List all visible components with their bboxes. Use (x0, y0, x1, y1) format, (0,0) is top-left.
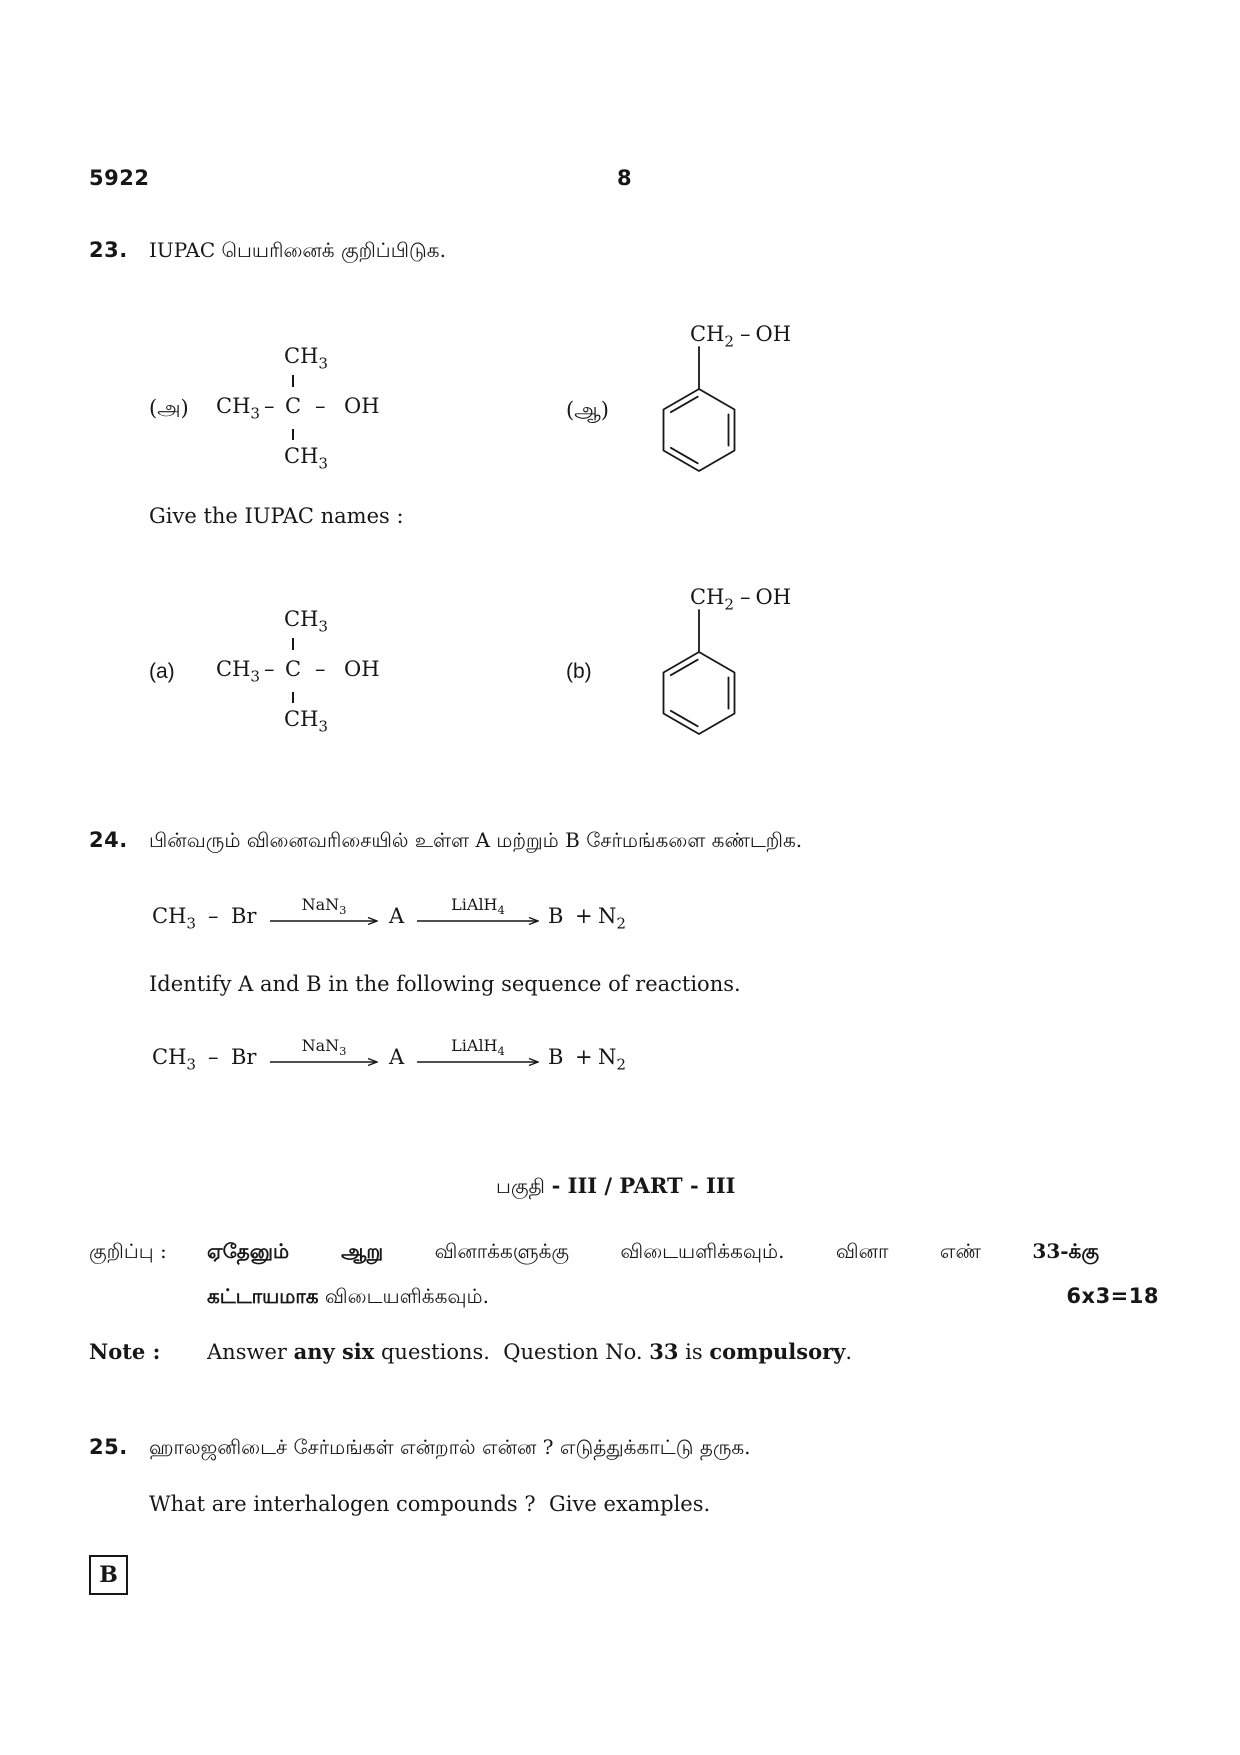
reactant-bromine: Br (231, 1045, 257, 1069)
reactant-methyl (152, 1045, 197, 1074)
formula-base: CH (152, 1045, 187, 1069)
formula-base: CH (152, 904, 187, 928)
note-text: is (678, 1340, 710, 1364)
formula-base: NaN (301, 895, 340, 914)
question-24-text-tamil: பின்வரும் வினைவரிசையில் உள்ள A மற்றும் B சேர்மங்களை கண்டறிக. (149, 828, 803, 852)
reactant-methyl (152, 904, 197, 933)
formula-subscript: 4 (497, 1044, 505, 1059)
product-b: B (548, 904, 564, 928)
note-tamil-line-2 (207, 1284, 489, 1308)
option-label-a: (a) (149, 660, 175, 683)
formula-base: CH (216, 657, 251, 681)
reaction-sequence (152, 1037, 672, 1077)
reaction-arrow-1 (270, 1037, 378, 1069)
section-heading (496, 1174, 736, 1198)
reaction-arrow-1 (270, 896, 378, 928)
note-text: questions. Question No. (374, 1340, 650, 1364)
note-emphasis: 33 (649, 1339, 679, 1364)
question-number-23: 23. (89, 238, 128, 262)
arrow-icon (270, 1057, 378, 1067)
byproduct-nitrogen (598, 1045, 626, 1074)
methyl-bottom (284, 707, 329, 736)
note-text: விடையளிக்கவும். (324, 1284, 489, 1308)
structure-a-tamil (216, 340, 416, 473)
reaction-arrow-2 (417, 896, 539, 928)
question-number-25: 25. (89, 1435, 128, 1459)
marks-allocation: 6x3=18 (1066, 1284, 1159, 1308)
product-b: B (548, 1045, 564, 1069)
note-emphasis: compulsory (709, 1339, 846, 1364)
formula-subscript: 2 (724, 332, 735, 351)
formula-subscript: 3 (339, 1044, 347, 1059)
formula-subscript: 3 (250, 667, 261, 686)
reagent-label-1 (270, 895, 378, 918)
formula-base: NaN (301, 1036, 340, 1055)
note-emphasis: 33-க்கு (1032, 1239, 1100, 1263)
structure-a-english (216, 603, 416, 736)
question-number-24: 24. (89, 828, 128, 852)
note-text: Answer (207, 1340, 294, 1364)
formula-subscript: 3 (318, 717, 329, 736)
formula-subscript: 3 (186, 914, 197, 933)
methyl-top (284, 344, 329, 373)
plus-sign: + (575, 904, 593, 928)
formula-base: CH (284, 444, 319, 468)
reactant-bond: – (208, 1045, 219, 1069)
reaction-arrow-2 (417, 1037, 539, 1069)
formula-base: CH (216, 394, 251, 418)
note-text: . (845, 1340, 853, 1364)
option-label-b: (b) (566, 660, 592, 683)
question-23-text-tamil: IUPAC பெயரினைக் குறிப்பிடுக. (149, 238, 446, 262)
formula-subscript: 2 (616, 1055, 626, 1074)
double-bond-line (671, 711, 698, 727)
option-label-tamil-a: (அ) (149, 396, 189, 420)
hydroxyl-group: OH (755, 585, 792, 609)
arrow-icon (417, 916, 539, 926)
formula-subscript: 3 (186, 1055, 197, 1074)
double-bond-line (671, 397, 698, 413)
formula-subscript: 3 (339, 903, 347, 918)
formula-subscript: 2 (724, 595, 735, 614)
reactant-bond: – (208, 904, 219, 928)
question-24-text-english: Identify A and B in the following sequence of reactions. (149, 972, 741, 996)
reagent-label-2 (417, 1036, 539, 1059)
benzene-ring (650, 340, 750, 480)
paper-code: 5922 (89, 166, 150, 190)
formula-subscript: 3 (318, 354, 329, 373)
plus-sign: + (575, 1045, 593, 1069)
bond-line-top (292, 375, 294, 387)
formula-subscript: 2 (616, 914, 626, 933)
formula-base: N (598, 1045, 617, 1069)
bond-left: – (264, 394, 275, 418)
note-label-tamil: குறிப்பு : (89, 1239, 167, 1263)
question-25-text-tamil: ஹாலஜனிடைச் சேர்மங்கள் என்றால் என்ன ? எடுத்துக்காட்டு தருக. (149, 1435, 751, 1459)
reactant-bromine: Br (231, 904, 257, 928)
note-emphasis: கட்டாயமாக (207, 1284, 319, 1308)
methyl-bottom (284, 444, 329, 473)
central-carbon: C (285, 657, 302, 681)
methyl-left (216, 394, 261, 423)
bond-line-top (292, 638, 294, 650)
formula-base: CH (284, 344, 319, 368)
note-english (207, 1340, 852, 1364)
note-tamil-line-1 (207, 1239, 1099, 1263)
formula-base: LiAlH (451, 1036, 498, 1055)
formula-base: CH (690, 322, 725, 346)
bond-right: – (315, 394, 326, 418)
formula-base: CH (284, 707, 319, 731)
page-number: 8 (617, 166, 633, 190)
arrow-icon (270, 916, 378, 926)
option-label-tamil-b: (ஆ) (566, 398, 609, 422)
note-text: வினாக்களுக்கு விடையளிக்கவும். வினா எண் (434, 1239, 981, 1263)
benzene-ring (650, 603, 750, 743)
intermediate-a: A (389, 904, 405, 928)
hydroxyl-group: OH (344, 657, 380, 681)
double-bond-line (671, 448, 698, 464)
intermediate-a: A (389, 1045, 405, 1069)
formula-base: CH (284, 607, 319, 631)
formula-base: LiAlH (451, 895, 498, 914)
bond-dash: – (740, 322, 751, 346)
central-carbon: C (285, 394, 302, 418)
formula-subscript: 4 (497, 903, 505, 918)
note-label-english: Note : (89, 1339, 161, 1364)
note-emphasis: any six (293, 1339, 375, 1364)
formula-subscript: 3 (318, 454, 329, 473)
section-heading-english: - III / PART - III (551, 1173, 736, 1198)
series-code-box: B (89, 1555, 128, 1595)
bond-line-bottom (292, 692, 294, 703)
question-25-text-english: What are interhalogen compounds ? Give examples. (149, 1492, 711, 1516)
ring-outline (664, 652, 735, 734)
section-heading-tamil: பகுதி (496, 1174, 545, 1198)
reagent-label-1 (270, 1036, 378, 1059)
hydroxyl-group: OH (344, 394, 380, 418)
methyl-left (216, 657, 261, 686)
bond-line-bottom (292, 429, 294, 440)
note-emphasis: ஏதேனும் ஆறு (207, 1239, 384, 1263)
formula-base: CH (690, 585, 725, 609)
bond-right: – (315, 657, 326, 681)
question-23-text-english: Give the IUPAC names : (149, 504, 404, 528)
double-bond-line (671, 660, 698, 676)
ring-outline (664, 389, 735, 471)
arrow-icon (417, 1057, 539, 1067)
formula-base: N (598, 904, 617, 928)
methyl-top (284, 607, 329, 636)
formula-subscript: 3 (250, 404, 261, 423)
hydroxyl-group: OH (755, 322, 792, 346)
formula-subscript: 3 (318, 617, 329, 636)
byproduct-nitrogen (598, 904, 626, 933)
bond-left: – (264, 657, 275, 681)
reagent-label-2 (417, 895, 539, 918)
bond-dash: – (740, 585, 751, 609)
reaction-sequence (152, 896, 672, 936)
